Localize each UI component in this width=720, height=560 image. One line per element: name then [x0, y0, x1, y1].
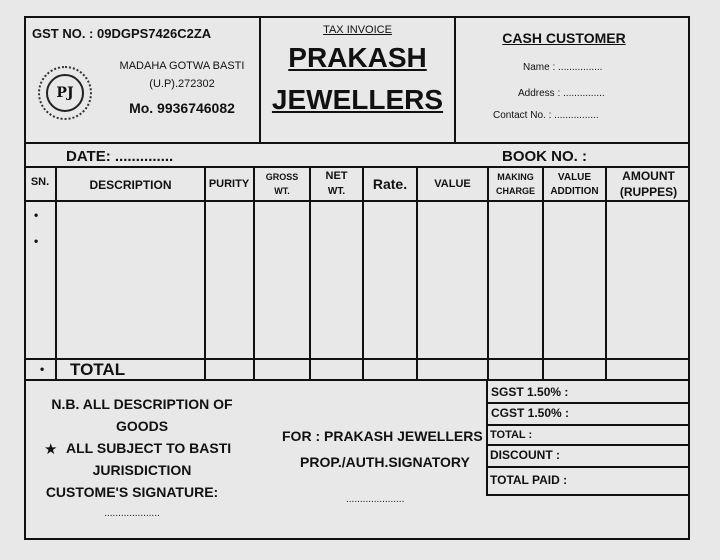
tax-rule-5 — [486, 494, 690, 496]
address-line-1: MADAHA GOTWA BASTI — [119, 60, 245, 72]
total-paid-label: TOTAL PAID : — [490, 473, 568, 487]
date-field: DATE: .............. — [66, 148, 174, 165]
col-net-2: WT. — [327, 186, 346, 197]
discount-label: DISCOUNT : — [490, 448, 560, 462]
col-description: DESCRIPTION — [89, 178, 172, 192]
col-divider-purity — [253, 166, 255, 380]
name-field: Name : ................ — [523, 62, 603, 73]
tax-rule-3 — [486, 444, 690, 446]
tax-rule-2 — [486, 424, 690, 426]
col-va-2: ADDITION — [550, 186, 599, 197]
for-company: FOR : PRAKASH JEWELLERS — [282, 428, 483, 444]
tax-box-left-rule — [486, 380, 488, 495]
col-divider-making — [542, 166, 544, 380]
mobile-number: Mo. 9936746082 — [129, 100, 235, 116]
col-divider-gross — [309, 166, 311, 380]
col-purity: PURITY — [208, 178, 250, 190]
star-icon: ★ — [44, 441, 58, 458]
shop-name-line-2: JEWELLERS — [271, 84, 444, 115]
col-sn: SN. — [30, 176, 50, 188]
tax-rule-4 — [486, 466, 690, 468]
col-divider-rate — [416, 166, 418, 380]
col-gross-1: GROSS — [265, 172, 299, 182]
col-divider-sn — [55, 166, 57, 380]
total-row-label: TOTAL — [70, 360, 126, 379]
shop-name-line-1: PRAKASH — [288, 42, 427, 73]
signatory-line: ..................... — [346, 494, 405, 505]
jurisdiction-line-1: ALL SUBJECT TO BASTI — [66, 440, 232, 456]
jurisdiction-line-2: JURISDICTION — [92, 462, 192, 478]
col-gross-2: WT. — [274, 186, 290, 196]
customer-title: CASH CUSTOMER — [502, 30, 626, 46]
tax-rule-1 — [486, 402, 690, 404]
col-amount-1: AMOUNT — [622, 169, 675, 183]
total-row-bullet: • — [40, 362, 45, 376]
customer-signature-label: CUSTOME'S SIGNATURE: — [45, 484, 219, 500]
note-line-2: GOODS — [115, 418, 169, 434]
col-amount-2: (RUPPES) — [619, 185, 678, 199]
col-va-1: VALUE — [557, 172, 592, 183]
col-net-1: NET — [325, 170, 348, 182]
row-bullet-2: • — [34, 234, 39, 248]
row-bullet-1: • — [34, 208, 39, 222]
invoice-type: TAX INVOICE — [323, 24, 392, 36]
contact-field: Contact No. : ................ — [493, 110, 599, 121]
col-divider-value — [487, 166, 489, 380]
note-line-1: N.B. ALL DESCRIPTION OF — [51, 396, 233, 412]
authorized-signatory: PROP./AUTH.SIGNATORY — [300, 454, 470, 470]
book-number: BOOK NO. : — [502, 148, 587, 165]
customer-signature-line: .................... — [104, 508, 160, 519]
col-value: VALUE — [434, 178, 471, 190]
col-divider-description — [204, 166, 206, 380]
sgst-label: SGST 1.50% : — [491, 385, 569, 399]
address-line-2: (U.P).272302 — [149, 78, 215, 90]
col-making-2: CHARGE — [495, 186, 535, 196]
date-row-rule — [24, 166, 690, 168]
logo — [38, 66, 92, 120]
col-making-1: MAKING — [497, 172, 534, 182]
header-bottom-rule — [24, 142, 690, 144]
cgst-label: CGST 1.50% : — [491, 406, 570, 420]
col-rate: Rate. — [372, 176, 408, 192]
total-amount-label: TOTAL : — [490, 429, 533, 441]
col-divider-net — [362, 166, 364, 380]
address-field: Address : ............... — [518, 88, 605, 99]
column-header-rule — [24, 200, 690, 202]
logo-text: PJ — [46, 74, 84, 112]
gst-number: GST NO. : 09DGPS7426C2ZA — [32, 26, 212, 41]
